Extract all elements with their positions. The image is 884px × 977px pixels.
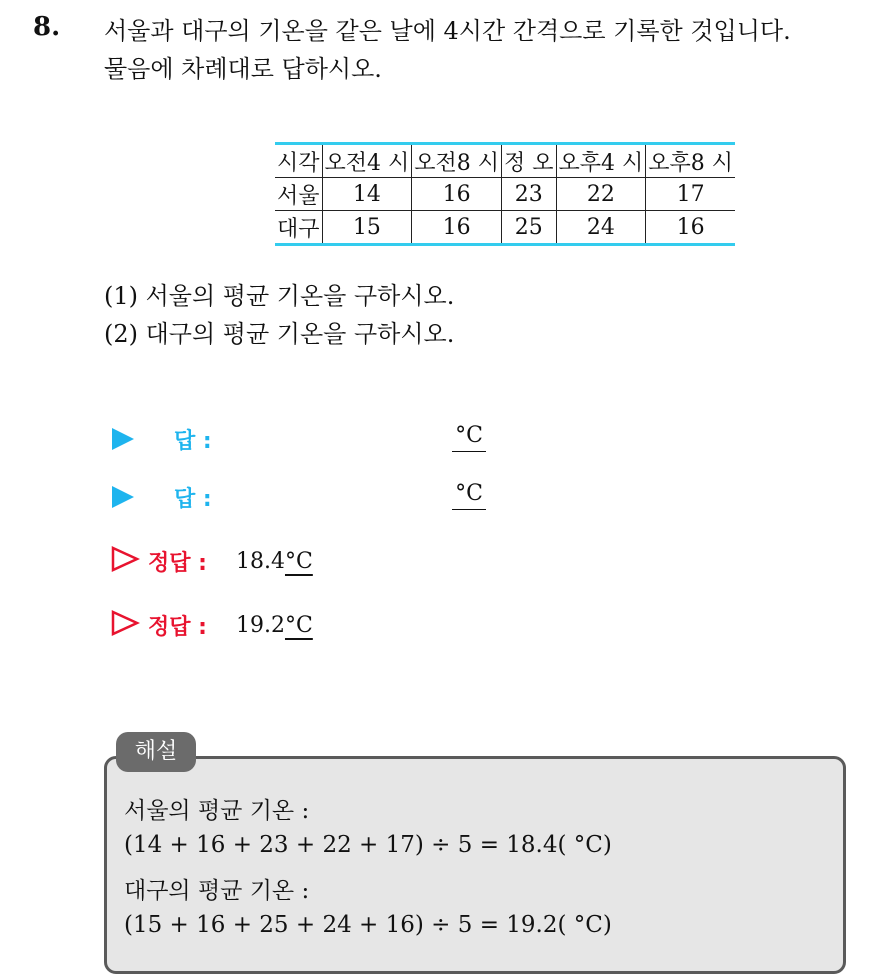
- answer-label: 답 :: [174, 429, 212, 454]
- answer-unit: °C: [452, 481, 486, 510]
- table-header-cell: 정 오: [502, 144, 557, 178]
- table-row: [275, 178, 735, 211]
- table-cell: 25: [502, 211, 557, 245]
- explanation-tag: 해설: [116, 732, 196, 772]
- question-text-line1: 서울과 대구의 기온을 같은 날에 4시간 간격으로 기록한 것입니다.: [104, 17, 791, 45]
- temperature-table: [275, 142, 735, 246]
- correct-answer-value: 19.2: [236, 613, 285, 638]
- question-text: [104, 12, 874, 88]
- explanation-box: [104, 756, 846, 974]
- sub-question-2: (2) 대구의 평균 기온을 구하시오.: [104, 320, 455, 348]
- table-cell: 서울: [275, 178, 322, 211]
- triangle-arrow-icon: [112, 486, 134, 508]
- table-cell: 15: [322, 211, 412, 245]
- table-header-row: [275, 144, 735, 178]
- table-cell: 23: [502, 178, 557, 211]
- table-cell: 24: [556, 211, 646, 245]
- table-row: [275, 211, 735, 245]
- answer-unit: °C: [452, 423, 486, 452]
- correct-answer-unit: °C: [284, 549, 313, 574]
- correct-answer-label: 정답 :: [148, 615, 207, 640]
- answer-blank-1[interactable]: [452, 423, 486, 452]
- explanation-line: 서울의 평균 기온 :: [124, 798, 310, 824]
- table-cell: 14: [322, 178, 412, 211]
- question-text-line2: 물음에 차례대로 답하시오.: [104, 55, 382, 83]
- triangle-arrow-icon: [112, 428, 134, 450]
- answer-label: 답 :: [174, 487, 212, 512]
- triangle-outline-icon: [110, 610, 140, 636]
- table-header-cell: 오전4 시: [322, 144, 412, 178]
- table-header-cell: 오후8 시: [646, 144, 735, 178]
- table-cell: 대구: [277, 216, 320, 242]
- explanation-line: (15 + 16 + 25 + 24 + 16) ÷ 5 = 19.2( °C): [124, 912, 612, 938]
- table-cell: 16: [412, 178, 502, 211]
- answer-blank-2[interactable]: [452, 481, 486, 510]
- table-header-cell: 시각: [275, 144, 322, 178]
- table-cell: 22: [556, 178, 646, 211]
- sub-question-1: (1) 서울의 평균 기온을 구하시오.: [104, 282, 455, 310]
- correct-answer-label: 정답 :: [148, 551, 207, 576]
- explanation-line: 대구의 평균 기온 :: [124, 878, 310, 904]
- table-cell: 16: [412, 211, 502, 245]
- correct-answer-value: 18.4: [236, 549, 285, 574]
- table-header-cell: 오후4 시: [556, 144, 646, 178]
- triangle-outline-icon: [110, 546, 140, 572]
- explanation-line: (14 + 16 + 23 + 22 + 17) ÷ 5 = 18.4( °C): [124, 832, 612, 858]
- table-header-cell: 오전8 시: [412, 144, 502, 178]
- correct-answer-unit: °C: [284, 613, 313, 638]
- table-cell: 16: [646, 211, 735, 245]
- correct-answer-1: [236, 549, 313, 574]
- question-number: 8.: [33, 12, 61, 42]
- correct-answer-2: [236, 613, 313, 638]
- table-cell: 17: [646, 178, 735, 211]
